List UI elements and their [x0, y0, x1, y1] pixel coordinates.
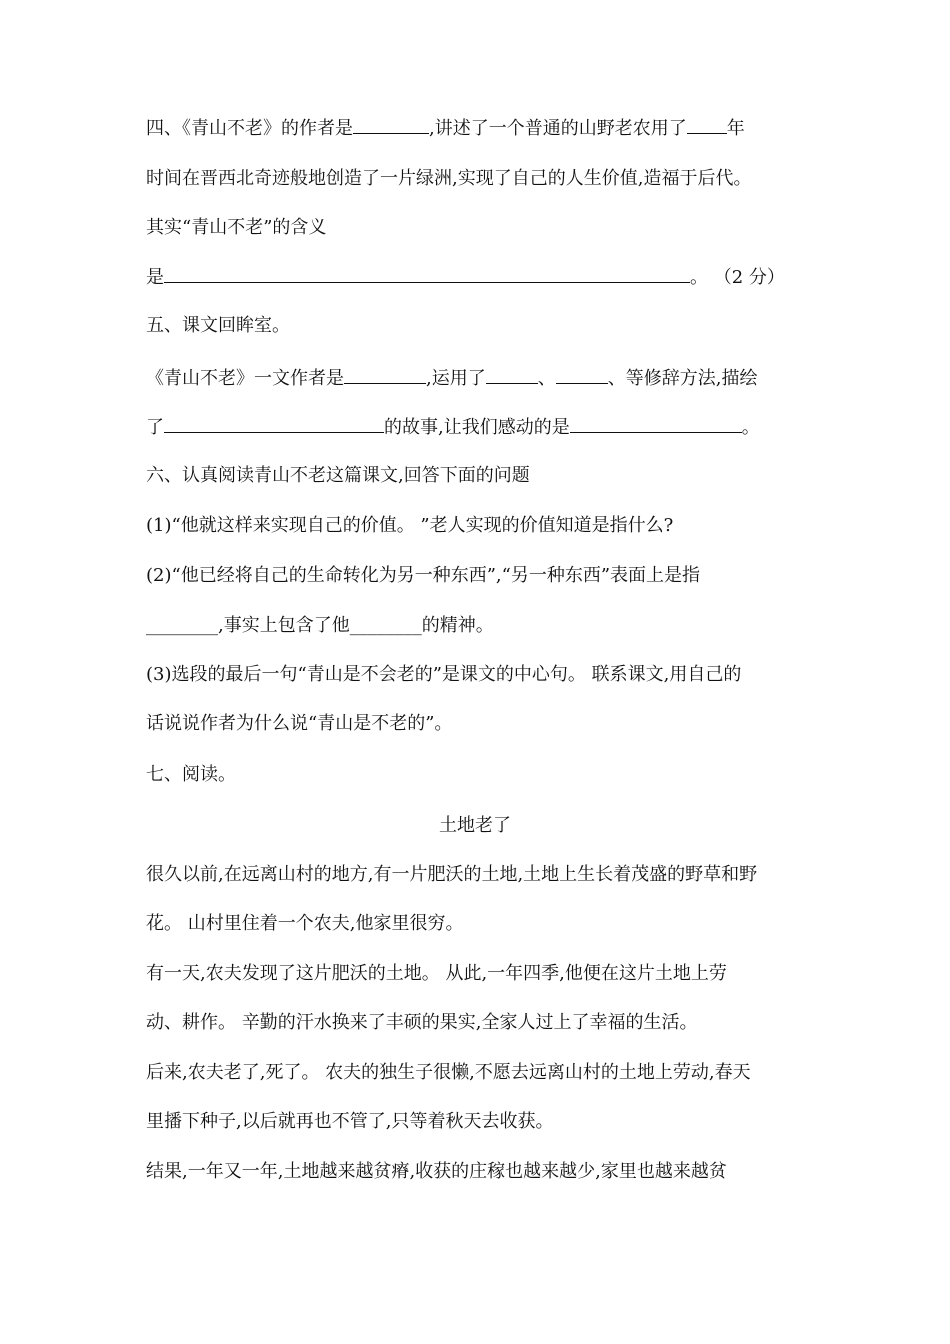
paragraph-1-line1: 很久以前,在远离山村的地方,有一片肥沃的土地,土地上生长着茂盛的野草和野	[146, 864, 758, 885]
section5-text: 、等修辞方法,描绘	[607, 368, 758, 389]
story-blank[interactable]	[164, 414, 384, 433]
section4-text: 是	[146, 267, 164, 288]
paragraph-4-line1: 结果,一年又一年,土地越来越贫瘠,收获的庄稼也越来越少,家里也越来越贫	[146, 1161, 727, 1182]
section5-text: 《青山不老》一文作者是	[146, 368, 344, 389]
section5-line1	[146, 365, 811, 392]
section5-text: 。	[741, 417, 760, 438]
years-blank[interactable]	[687, 115, 727, 134]
question-1: (1)“他就这样来实现自己的价值。 ”老人实现的价值知道是指什么?	[146, 515, 674, 536]
paragraph-1-line2: 花。 山村里住着一个农夫,他家里很穷。	[146, 913, 464, 934]
section4-line1	[146, 115, 811, 142]
section5-text: 、	[537, 368, 556, 389]
moving-blank[interactable]	[570, 414, 742, 433]
paragraph-2-line2: 动、耕作。 辛勤的汗水换来了丰硕的果实,全家人过上了幸福的生活。	[146, 1012, 698, 1033]
section4-line2: 时间在晋西北奇迹般地创造了一片绿洲,实现了自己的人生价值,造福于后代。	[146, 168, 752, 189]
question-3-line1: (3)选段的最后一句“青山是不会老的”是课文的中心句。 联系课文,用自己的	[146, 664, 742, 685]
section4-text: ,讲述了一个普通的山野老农用了	[429, 118, 687, 139]
author-blank-2[interactable]	[344, 365, 426, 384]
section6-heading: 六、认真阅读青山不老这篇课文,回答下面的问题	[146, 465, 530, 486]
section5-text: 的故事,让我们感动的是	[384, 417, 570, 438]
rhetoric-blank-2[interactable]	[556, 365, 608, 384]
paragraph-2-line1: 有一天,农夫发现了这片肥沃的土地。 从此,一年四季,他便在这片土地上劳	[146, 963, 727, 984]
meaning-blank[interactable]	[164, 264, 690, 283]
author-blank[interactable]	[353, 115, 429, 134]
section5-text: ,运用了	[426, 368, 486, 389]
section4-line3: 其实“青山不老”的含义	[146, 217, 327, 238]
passage-title: 土地老了	[439, 815, 511, 836]
section5-line2	[146, 414, 811, 441]
question-2-line2: ________,事实上包含了他________的精神。	[146, 615, 494, 636]
rhetoric-blank-1[interactable]	[486, 365, 538, 384]
section4-text: 年	[726, 118, 745, 139]
section4-text: 。 （2 分）	[690, 267, 785, 288]
question-2-line1: (2)“他已经将自己的生命转化为另一种东西”,“另一种东西”表面上是指	[146, 565, 701, 586]
section5-text: 了	[146, 417, 164, 438]
section4-line4	[146, 264, 811, 291]
paragraph-3-line1: 后来,农夫老了,死了。 农夫的独生子很懒,不愿去远离山村的土地上劳动,春天	[146, 1062, 751, 1083]
section4-text: 四、《青山不老》的作者是	[146, 118, 353, 139]
section7-heading: 七、阅读。	[146, 764, 236, 785]
paragraph-3-line2: 里播下种子,以后就再也不管了,只等着秋天去收获。	[146, 1111, 554, 1132]
section5-heading: 五、课文回眸室。	[146, 315, 290, 336]
question-3-line2: 话说说作者为什么说“青山是不老的”。	[146, 713, 453, 734]
